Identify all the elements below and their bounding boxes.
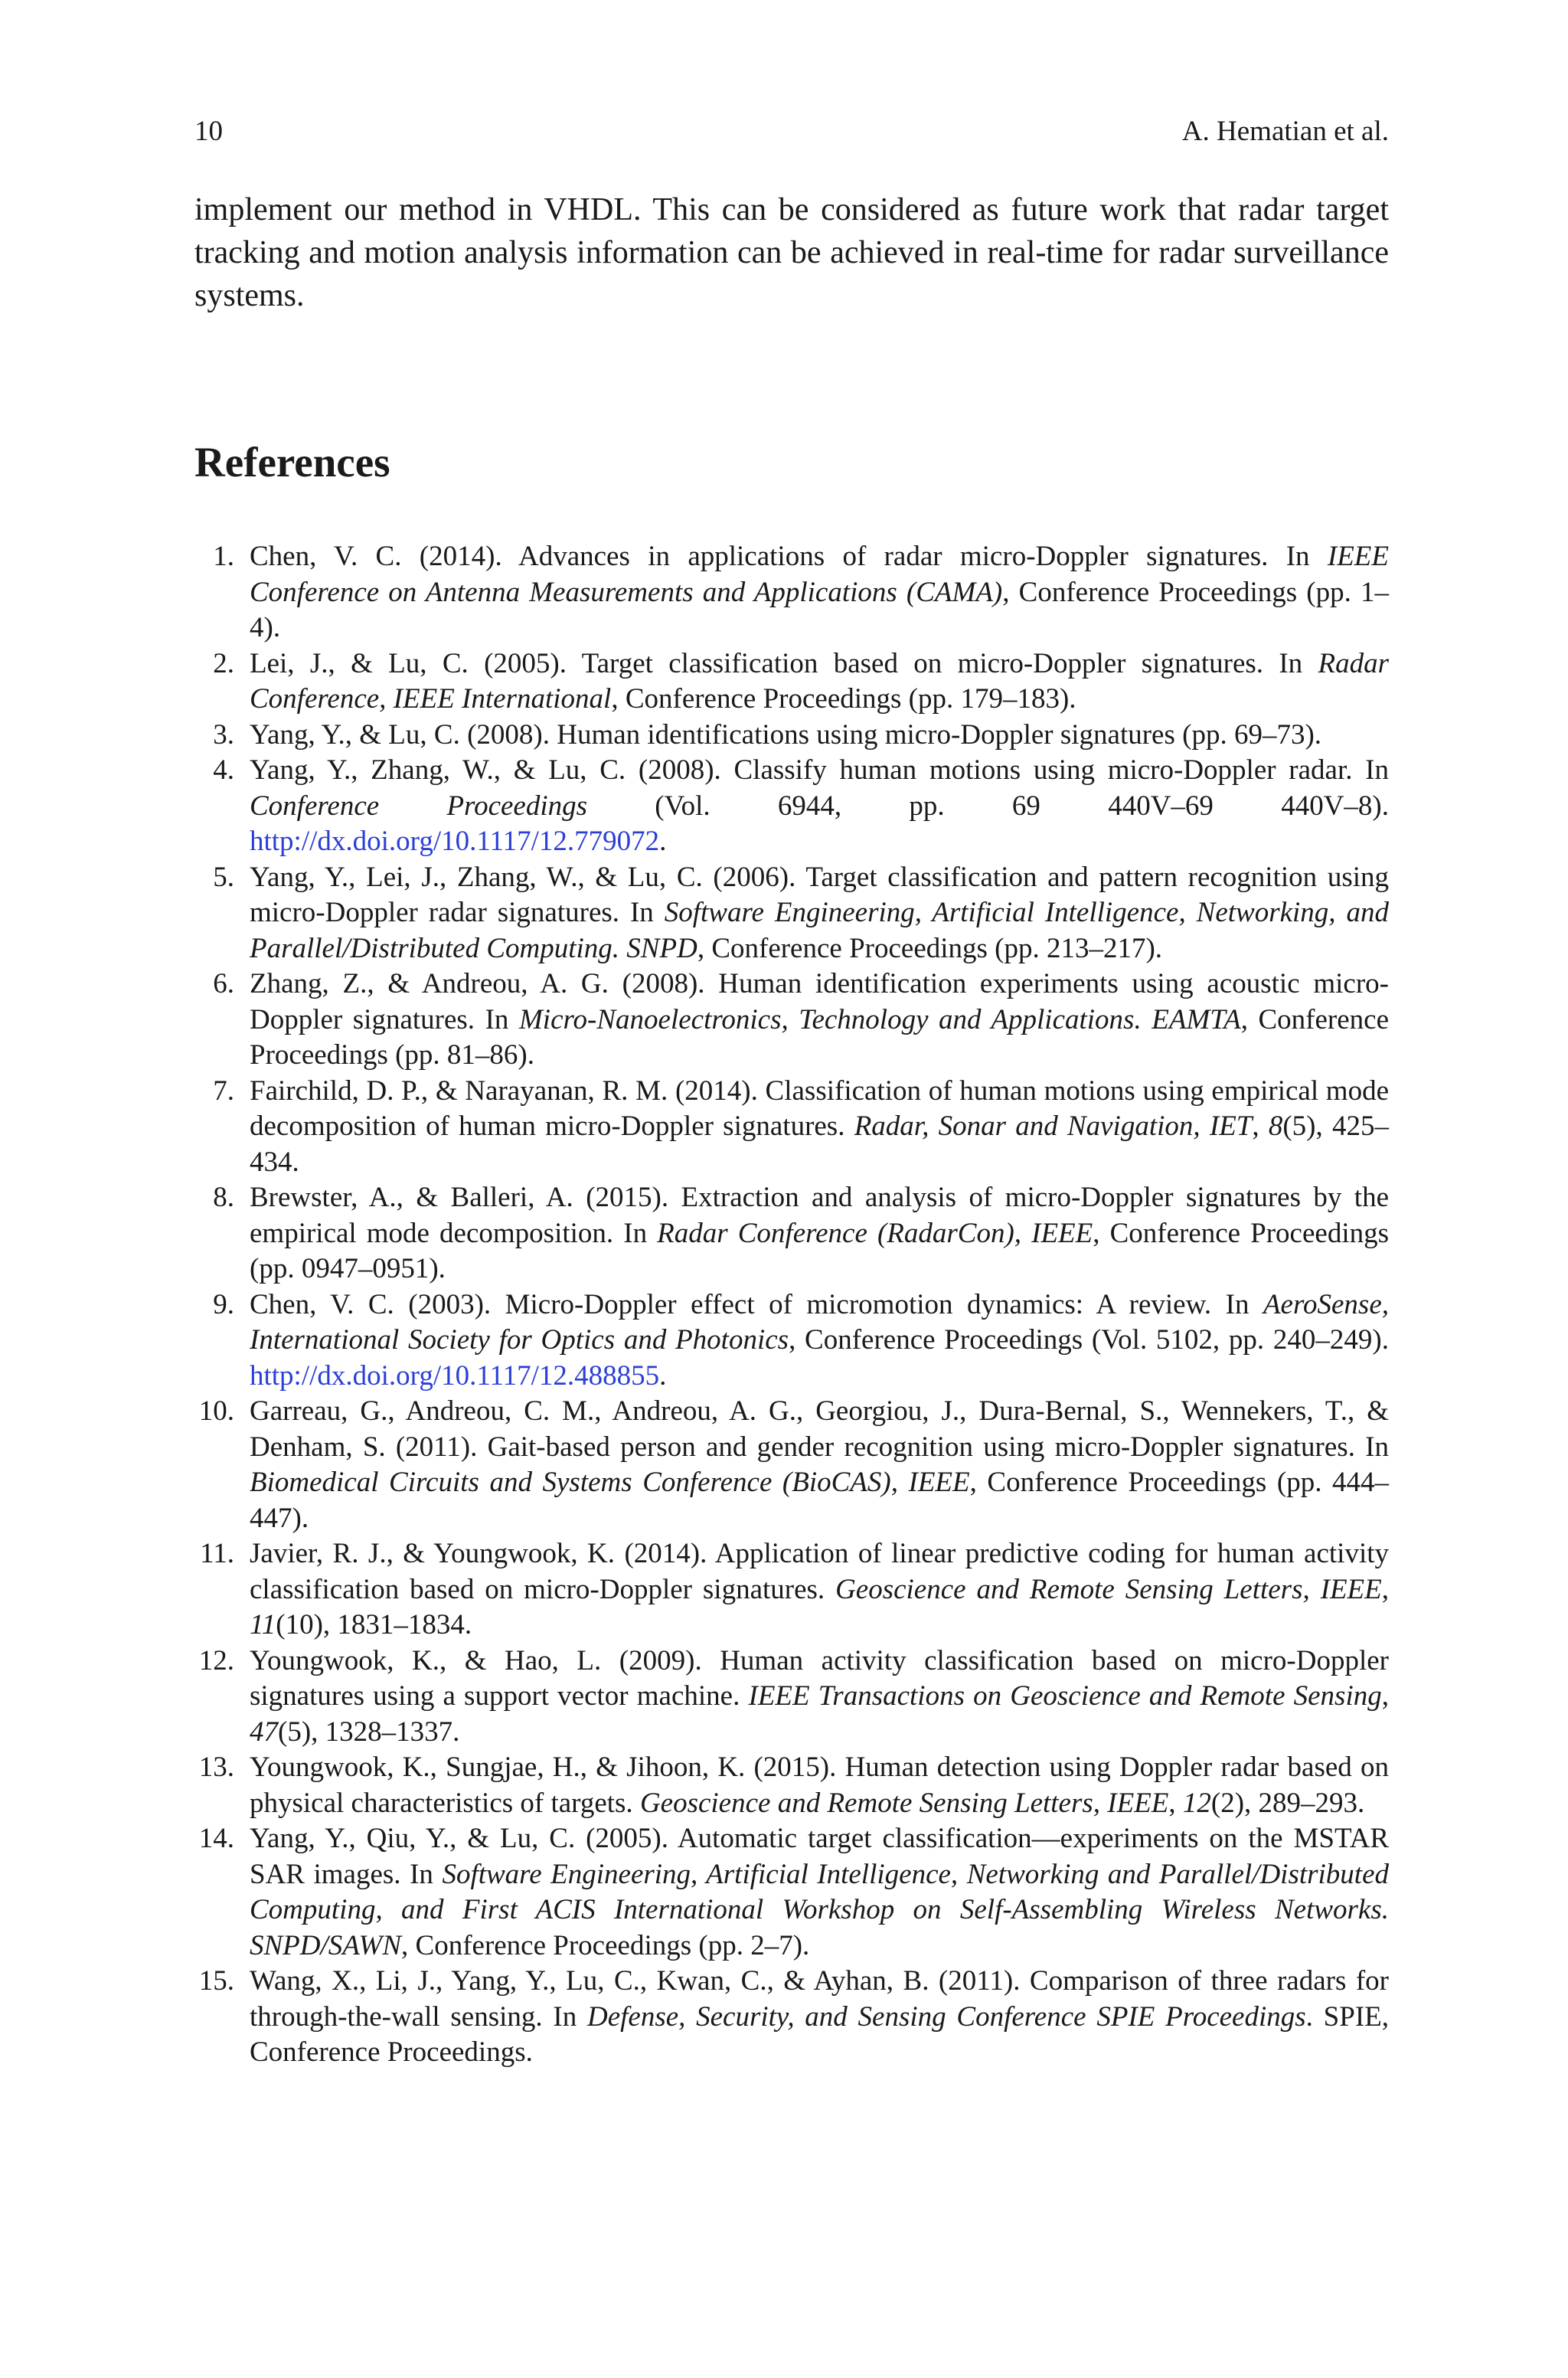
reference-italic-title: Radar Conference (RadarCon), IEEE <box>657 1217 1093 1249</box>
reference-text <box>250 862 1389 964</box>
reference-segment: Brewster, A., & Balleri, A. (2015). Extraction and analysis of micro-Doppler signatures by the empirical mode decomposition. In <box>250 1182 1389 1249</box>
reference-italic-title: Geoscience and Remote Sensing Letters, IEEE <box>835 1573 1382 1605</box>
reference-italic-title: Micro-Nanoelectronics, Technology and Applications. EAMTA <box>518 1003 1241 1035</box>
doi-link[interactable]: http://dx.doi.org/10.1117/12.488855 <box>250 1359 660 1392</box>
reference-segment: Youngwook, K., & Hao, L. (2009). Human activity classification based on micro-Doppler signatures using a support vector machine. <box>250 1644 1389 1712</box>
reference-number: 9. <box>213 1288 234 1320</box>
reference-list <box>194 539 1389 2071</box>
reference-segment: , Conference Proceedings (Vol. 5102, pp. 240–249). <box>789 1324 1389 1356</box>
page-number: 10 <box>194 116 223 147</box>
reference-text <box>250 1075 1389 1178</box>
reference-segment: Yang, Y., Qiu, Y., & Lu, C. (2005). Automatic target classification—experiments on the MSTAR SAR images. In <box>250 1823 1389 1890</box>
reference-item <box>194 1394 1389 1536</box>
reference-text <box>250 1538 1389 1640</box>
reference-number: 12. <box>198 1644 234 1676</box>
reference-number: 3. <box>213 718 234 751</box>
reference-segment: , Conference Proceedings (pp. 213–217). <box>697 932 1163 964</box>
reference-italic-title: Radar, Sonar and Navigation, IET <box>854 1110 1253 1142</box>
reference-item <box>194 1287 1389 1395</box>
reference-italic-title: 11 <box>250 1609 276 1640</box>
reference-text <box>250 754 1389 857</box>
reference-text <box>250 1965 1389 2068</box>
reference-italic-title: Conference Proceedings <box>250 790 588 822</box>
reference-text <box>250 1752 1389 1819</box>
reference-segment: Yang, Y., Zhang, W., & Lu, C. (2008). Classify human motions using micro-Doppler radar. In <box>250 754 1389 786</box>
reference-segment: , Conference Proceedings (pp. 81–86). <box>250 1003 1390 1071</box>
reference-text <box>250 968 1389 1071</box>
reference-text <box>250 1823 1389 1961</box>
reference-italic-title: Software Engineering, Artificial Intelligence, Networking, and Parallel/Distributed Computing. SNPD <box>250 897 1389 964</box>
reference-text <box>250 719 1321 751</box>
reference-italic-title: IEEE Conference on Antenna Measurements and Applications (CAMA) <box>250 541 1389 608</box>
intro-paragraph: implement our method in VHDL. This can be considered as future work that radar target tracking and motion analysis information can be achieved in real-time for radar surveillance systems. <box>194 192 1389 313</box>
reference-italic-title: Radar Conference, IEEE International <box>250 647 1389 715</box>
reference-italic-title: Software Engineering, Artificial Intelligence, Networking and Parallel/Distributed Computing, and First ACIS International Workshop on Self-Assembling Wireless Networks. SNPD/SAWN <box>250 1858 1389 1961</box>
reference-segment: . SPIE, Conference Proceedings. <box>250 2000 1389 2068</box>
reference-segment: . <box>659 826 667 857</box>
reference-segment: Yang, Y., & Lu, C. (2008). Human identifications using micro-Doppler signatures (pp. 69–73). <box>250 718 1322 751</box>
reference-segment: Chen, V. C. (2003). Micro-Doppler effect of micromotion dynamics: A review. In <box>250 1288 1263 1320</box>
reference-segment: (10), 1831–1834. <box>276 1609 472 1640</box>
reference-italic-title: AeroSense, International Society for Optics and Photonics <box>250 1288 1389 1356</box>
reference-number: 6. <box>213 968 234 999</box>
reference-segment: Fairchild, D. P., & Narayanan, R. M. (2014). Classification of human motions using empirical mode decomposition of human micro-Doppler signatures. <box>250 1075 1389 1142</box>
reference-segment: Garreau, G., Andreou, C. M., Andreou, A. G., Georgiou, J., Dura-Bernal, S., Wennekers, T., & Denham, S. (2011). Gait-based person and gender recognition using micro-Doppler signatures. In <box>250 1395 1389 1463</box>
reference-number: 7. <box>213 1075 234 1107</box>
reference-segment: Yang, Y., Lei, J., Zhang, W., & Lu, C. (2006). Target classification and pattern recognition using micro-Doppler radar signatures. In <box>250 861 1389 928</box>
reference-number: 15. <box>198 1965 234 1997</box>
reference-segment: Wang, X., Li, J., Yang, Y., Lu, C., Kwan, C., & Ayhan, B. (2011). Comparison of three radars for through-the-wall sensing. In <box>250 1965 1389 2033</box>
reference-segment: , Conference Proceedings (pp. 0947–0951). <box>250 1217 1390 1284</box>
reference-text <box>250 541 1389 643</box>
reference-italic-title: Defense, Security, and Sensing Conference SPIE Proceedings <box>586 2000 1306 2033</box>
reference-segment: , Conference Proceedings (pp. 2–7). <box>401 1929 810 1961</box>
reference-segment: . <box>659 1359 667 1392</box>
reference-segment: (2), 289–293. <box>1210 1787 1365 1819</box>
reference-text <box>250 1395 1389 1534</box>
reference-italic-title: 47 <box>250 1716 278 1748</box>
reference-number: 2. <box>213 647 234 679</box>
reference-text <box>250 1289 1389 1392</box>
reference-item <box>194 539 1389 646</box>
reference-italic-title: Geoscience and Remote Sensing Letters, IEEE <box>639 1787 1169 1819</box>
reference-segment: , <box>1168 1787 1183 1819</box>
reference-number: 5. <box>213 861 234 893</box>
reference-segment: , <box>1381 1573 1389 1605</box>
reference-segment: (Vol. 6944, pp. 69 440V–69 440V–8). <box>587 790 1389 822</box>
reference-item <box>194 1644 1389 1751</box>
reference-segment: , Conference Proceedings (pp. 1–4). <box>250 576 1389 643</box>
reference-item <box>194 718 1389 754</box>
doi-link[interactable]: http://dx.doi.org/10.1117/12.779072 <box>250 826 660 857</box>
reference-segment: Zhang, Z., & Andreou, A. G. (2008). Human identification experiments using acoustic micro-Doppler signatures. In <box>250 968 1389 1035</box>
reference-segment: Lei, J., & Lu, C. (2005). Target classification based on micro-Doppler signatures. In <box>250 647 1318 679</box>
reference-number: 1. <box>213 541 234 572</box>
reference-item <box>194 1821 1389 1964</box>
reference-item <box>194 967 1389 1074</box>
reference-item <box>194 1750 1389 1821</box>
references-heading: References <box>194 439 390 486</box>
reference-text <box>250 1645 1389 1748</box>
reference-number: 14. <box>198 1823 234 1854</box>
reference-segment: , Conference Proceedings (pp. 444–447). <box>250 1467 1389 1534</box>
reference-segment: (5), 1328–1337. <box>278 1716 460 1748</box>
reference-item <box>194 1180 1389 1287</box>
reference-italic-title: 8 <box>1268 1110 1283 1142</box>
reference-segment: Chen, V. C. (2014). Advances in applications of radar micro-Doppler signatures. In <box>250 541 1328 572</box>
reference-text <box>250 648 1389 715</box>
reference-item <box>194 1964 1389 2071</box>
reference-item <box>194 860 1389 967</box>
reference-item <box>194 753 1389 860</box>
reference-segment: Javier, R. J., & Youngwook, K. (2014). Application of linear predictive coding for human activity classification based on micro-Doppler signatures. <box>250 1538 1389 1605</box>
reference-italic-title: 12 <box>1182 1787 1211 1819</box>
reference-segment: , <box>1252 1110 1269 1142</box>
running-header-authors: A. Hematian et al. <box>1181 116 1389 147</box>
reference-number: 8. <box>213 1182 234 1213</box>
reference-item <box>194 1536 1389 1644</box>
running-header <box>194 115 1389 149</box>
reference-number: 10. <box>198 1395 234 1427</box>
reference-number: 11. <box>200 1538 234 1569</box>
page <box>194 115 1389 2071</box>
reference-segment: (5), 425–434. <box>250 1110 1389 1178</box>
reference-italic-title: Biomedical Circuits and Systems Conference (BioCAS), IEEE <box>250 1467 970 1498</box>
reference-italic-title: IEEE Transactions on Geoscience and Remote Sensing <box>748 1680 1382 1712</box>
reference-number: 4. <box>213 754 234 786</box>
reference-item <box>194 646 1389 718</box>
reference-number: 13. <box>198 1752 234 1783</box>
reference-segment: , <box>1381 1680 1389 1712</box>
reference-segment: Youngwook, K., Sungjae, H., & Jihoon, K. (2015). Human detection using Doppler radar based on physical characteristics of targets. <box>250 1752 1389 1819</box>
reference-segment: , Conference Proceedings (pp. 179–183). <box>611 683 1076 715</box>
reference-text <box>250 1182 1389 1284</box>
reference-item <box>194 1074 1389 1181</box>
